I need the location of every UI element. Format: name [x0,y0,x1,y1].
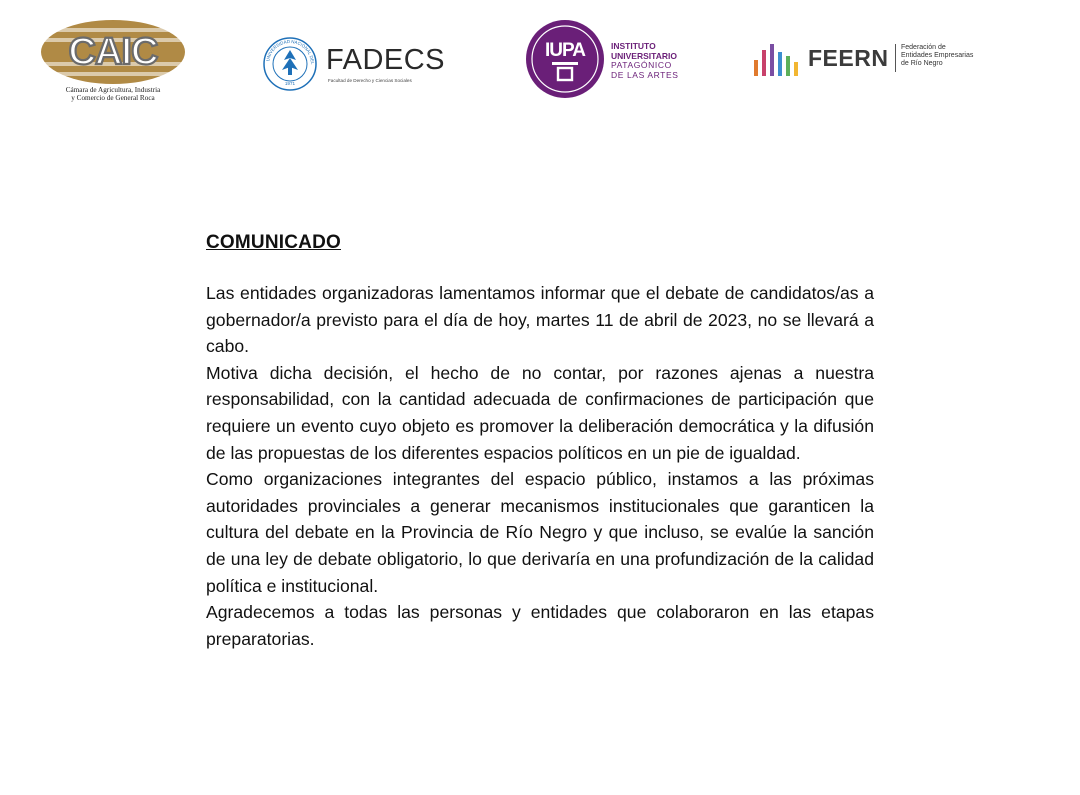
feern-fullname: Federación de Entidades Empresarias de Río Negro [901,44,974,67]
caic-logo [38,18,188,110]
feern-logo [752,38,1002,82]
iupa-mark: IUPA [545,40,585,61]
feern-name: FEERN [808,45,889,71]
iupa-wordmark: INSTITUTO UNIVERSITARIO PATAGÓNICO DE LAS ARTES [611,41,679,80]
document-title: COMUNICADO [206,232,341,253]
feern-bars-icon [752,38,804,78]
fadecs-seal-year: 1971 [284,81,296,86]
feern-divider [895,44,896,72]
paragraph: Agradecemos a todas las personas y entidades que colaboraron en las etapas preparatorias. [206,602,874,649]
iupa-logo [524,16,694,102]
paragraph: Motiva dicha decisión, el hecho de no contar, por razones ajenas a nuestra responsabilidad, con la cantidad adecuada de confirmaciones de participación que requiere un evento cuyo objeto es promover la deliberación democrática y la difusión de las propuestas de los diferentes espacios políticos en un pie de igualdad. [206,362,874,463]
caic-caption: Cámara de Agricultura, Industria y Comercio de General Roca [65,86,161,102]
fadecs-subtitle: Facultad de Derecho y Ciencias Sociales [328,78,412,83]
fadecs-name: FADECS [326,44,446,76]
paragraph: Las entidades organizadoras lamentamos informar que el debate de candidatos/as a gobernador/a previsto para el día de hoy, martes 11 de abril de 2023, no se llevará a cabo. [206,283,874,357]
caic-emblem-icon [38,18,188,86]
iupa-emblem-icon [524,18,606,100]
comahue-seal-icon [262,36,318,92]
paragraph: Como organizaciones integrantes del espacio público, instamos a las próximas autoridades provinciales a generar mecanismos institucionales que garanticen la cultura del debate en la Provincia de Río Negro y que incluso, se evalúe la sanción de una ley de debate obligatorio, lo que derivaría en una profundización de la calidad política e institucional. [206,469,874,596]
communique [206,232,874,652]
fadecs-seal-text: UNIVERSIDAD NACIONAL DEL [265,38,316,65]
caic-mark: CAIC [68,31,158,73]
fadecs-logo [262,36,448,92]
